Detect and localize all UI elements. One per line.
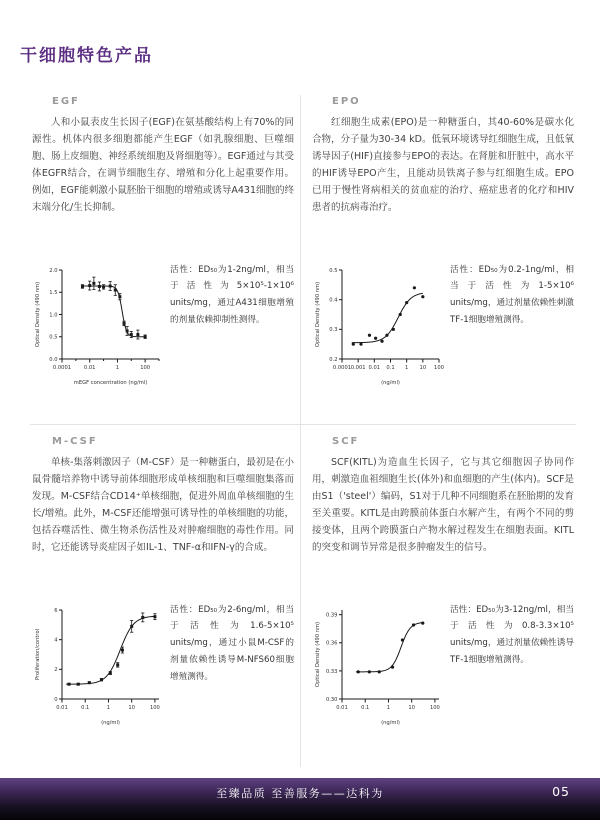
svg-text:0.2: 0.2 (329, 356, 338, 363)
svg-text:0.1: 0.1 (361, 705, 370, 711)
section-egf (32, 96, 294, 421)
section-body-epo: 红细胞生成素(EPO)是一种糖蛋白，其40-60%是碳水化合物，分子量为30-34 kD。低氧环境诱导红细胞生成，且低氧诱导因子(HIF)直接参与EPO的表达。在肾脏和肝脏中，高水平的HIF诱导EPO产生，且能动员铁离子参与红细胞生成。EPO已用于慢性肾病相关的贫血症的治疗、癌症患者的化疗和HIV患者的抗病毒治疗。 (312, 117, 574, 214)
svg-text:0.01: 0.01 (56, 705, 68, 711)
svg-text:0.01: 0.01 (83, 365, 96, 371)
svg-text:0.5: 0.5 (329, 267, 338, 274)
svg-text:1: 1 (106, 705, 111, 711)
svg-text:Optical Density (490 nm): Optical Density (490 nm) (35, 281, 41, 348)
section-body-mcsf: 单核-集落刺激因子（M-CSF）是一种糖蛋白，最初是在小鼠骨髓培养物中诱导前体细胞形成单核细胞和巨噬细胞集落而发现。M-CSF结合CD14⁺单核细胞，促进外周血单核细胞的生长/增殖。此外，M-CSF还能增强可诱导性的单核细胞的功能，包括吞噬活性、微生物杀伤活性及对肿瘤细胞的毒性作用。同时，它还能诱导炎症因子如IL-1、TNF-α和IFN-γ的合成。 (32, 457, 294, 554)
svg-text:0.0001: 0.0001 (52, 365, 72, 371)
svg-text:(ng/ml): (ng/ml) (381, 380, 400, 386)
mcsf-activity-note: 活性：ED₅₀为2-6ng/ml，相当于活性为1.6-5×10⁵ units/mg，通过小鼠M-CSF的剂量依赖性诱导M-NFS60细胞增殖测得。 (170, 604, 294, 682)
section-bottom-scf (312, 593, 574, 731)
svg-text:4: 4 (54, 637, 58, 644)
svg-text:10: 10 (408, 705, 415, 711)
section-heading-mcsf: M-CSF (52, 436, 98, 447)
section-heading-epo: EPO (332, 96, 361, 107)
section-bottom-egf (32, 253, 294, 391)
svg-text:1: 1 (115, 365, 120, 371)
horizontal-divider (30, 424, 576, 425)
scf-dose-response-chart (312, 601, 444, 731)
svg-text:0.0: 0.0 (49, 356, 58, 363)
section-mcsf (32, 436, 294, 761)
svg-text:0.001: 0.001 (350, 365, 366, 371)
section-scf (312, 436, 574, 761)
egf-dose-response (32, 261, 164, 387)
svg-text:0.01: 0.01 (336, 705, 348, 711)
svg-text:2.0: 2.0 (49, 267, 58, 274)
svg-text:mEGF concentration (ng/ml): mEGF concentration (ng/ml) (73, 380, 148, 386)
svg-text:0: 0 (54, 696, 58, 703)
svg-text:(ng/ml): (ng/ml) (381, 720, 400, 726)
svg-text:1: 1 (386, 705, 391, 711)
svg-text:Optical Density (490 nm): Optical Density (490 nm) (315, 621, 321, 688)
scf-activity-note: 活性：ED₅₀为3-12ng/ml，相当于活性为0.8-3.3×10⁵ units/mg，通过剂量依赖性诱导TF-1细胞增殖测得。 (450, 604, 574, 665)
svg-text:(ng/ml): (ng/ml) (101, 720, 120, 726)
svg-text:Optical Density (490 nm): Optical Density (490 nm) (315, 281, 321, 348)
svg-text:1: 1 (405, 365, 409, 371)
vertical-divider (300, 95, 301, 767)
scf-dose-response (312, 601, 444, 727)
svg-text:0.39: 0.39 (325, 612, 338, 619)
section-heading-scf: SCF (332, 436, 360, 447)
svg-text:1.5: 1.5 (49, 290, 58, 297)
epo-activity-note: 活性：ED₅₀为0.2-1ng/ml，相当于活性为1-5×10⁶ units/mg，通过剂量依赖性刺激TF-1细胞增殖测得。 (450, 264, 574, 325)
svg-text:0.30: 0.30 (325, 696, 338, 703)
section-bottom-mcsf (32, 593, 294, 731)
svg-text:10: 10 (419, 365, 427, 371)
mcsf-dose-response-chart (32, 601, 164, 731)
section-body-egf: 人和小鼠表皮生长因子(EGF)在氨基酸结构上有70%的同源性。机体内很多细胞都能产生EGF（如乳腺细胞、巨噬细胞、肠上皮细胞、神经系统细胞及肾细胞等）。EGF通过与其受体EGFR结合，在调节细胞生存、增殖和分化上起重要作用。例如，EGF能刺激小鼠胚胎干细胞的增殖或诱导A431细胞的终末端分化/生长抑制。 (32, 117, 294, 214)
epo-dose-response-chart (312, 261, 444, 391)
svg-text:100: 100 (140, 365, 151, 371)
section-bottom-epo (312, 253, 574, 391)
svg-text:0.33: 0.33 (325, 668, 338, 675)
section-body-scf: SCF(KITL)为造血生长因子，它与其它细胞因子协同作用，刺激造血祖细胞生长(体外)和血细胞的产生(体内)。SCF是由S1（'steel'）编码，S1对于几种不同细胞系在胚胎期的发育至关重要。KITL是由跨膜前体蛋白水解产生，有两个不同的剪接变体，且两个跨膜蛋白产物水解过程发生在细胞表面。KITL的突变和调节异常是很多肿瘤发生的信号。 (312, 457, 574, 554)
svg-text:0.4: 0.4 (329, 297, 338, 304)
svg-text:2: 2 (54, 667, 58, 674)
page-number: 05 (552, 784, 570, 799)
svg-text:0.3: 0.3 (329, 327, 338, 334)
svg-text:0.1: 0.1 (81, 705, 90, 711)
egf-dose-response-chart (32, 261, 164, 391)
svg-text:Proliferation/control: Proliferation/control (35, 628, 41, 681)
svg-text:0.36: 0.36 (325, 640, 338, 647)
section-epo (312, 96, 574, 421)
svg-text:0.01: 0.01 (368, 365, 381, 371)
svg-text:0.1: 0.1 (386, 365, 395, 371)
svg-text:0.5: 0.5 (49, 334, 58, 341)
svg-text:10: 10 (128, 705, 135, 711)
page-title: 干细胞特色产品 (20, 46, 153, 67)
footer-bar (0, 778, 600, 820)
mcsf-dose-response (32, 601, 164, 727)
epo-dose-response (312, 261, 444, 387)
svg-text:0.0001: 0.0001 (332, 365, 352, 371)
svg-text:6: 6 (54, 607, 58, 614)
svg-text:100: 100 (434, 365, 444, 371)
egf-activity-note: 活性：ED₅₀为1-2ng/ml，相当于活性为5×10⁵-1×10⁶ units/mg，通过A431细胞增殖的剂量依赖抑制性测得。 (170, 264, 294, 325)
svg-text:100: 100 (149, 705, 160, 711)
footer-slogan: 至臻品质 至善服务——达科为 (216, 787, 384, 800)
section-heading-egf: EGF (52, 96, 80, 107)
svg-text:100: 100 (429, 705, 440, 711)
svg-text:1.0: 1.0 (49, 312, 58, 319)
